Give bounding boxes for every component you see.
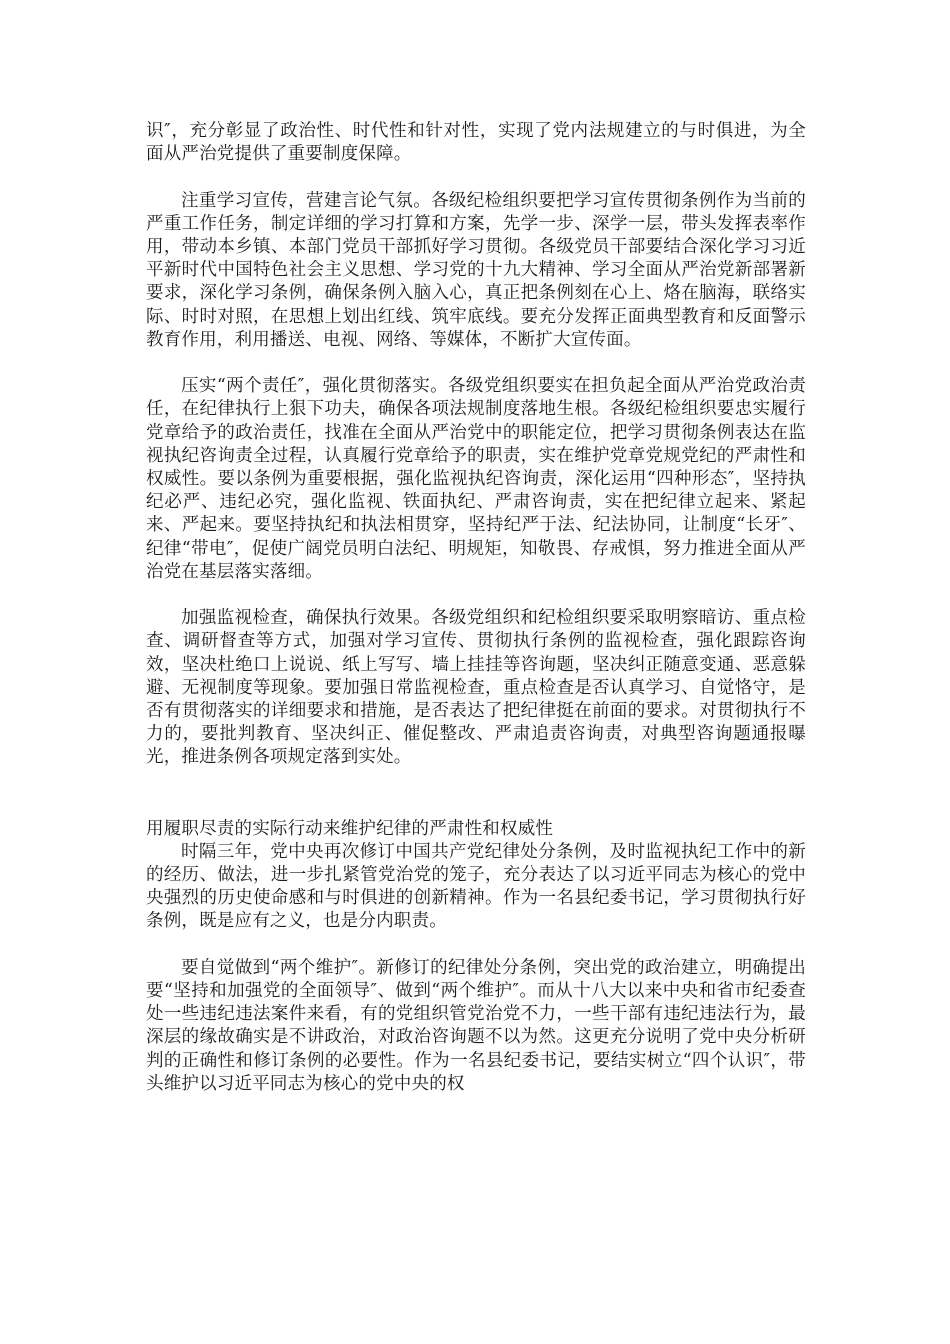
paragraph-two-responsibilities: 压实“两个责任″，强化贯彻落实。各级党组织要实在担负起全面从严治党政治责任，在纪律执行上狠下功夫，确保各项法规制度落地生根。各级纪检组织要忠实履行党章给予的政治责任，找准在全面从严治党中的职能定位，把学习贯彻条例表达在监视执纪咨询责全过程，认真履行党章给予的职责，实在维护党章党规党纪的严肃性和权威性。要以条例为重要根据，强化监视执纪咨询责，深化运用“四种形态″，坚持执纪必严、违纪必究，强化监视、铁面执纪、严肃咨询责，实在把纪律立起来、紧起来、严起来。要坚持执纪和执法相贯穿，坚持纪严于法、纪法协同，让制度“长牙″、纪律“带电″，促使广阔党员明白法纪、明规矩，知敬畏、存戒惧，努力推进全面从严治党在基层落实落细。	[146, 376, 806, 582]
document-body	[146, 120, 806, 1096]
paragraph-two-safeguards: 要自觉做到“两个维护″。新修订的纪律处分条例，突出党的政治建立，明确提出要“坚持和加强党的全面领导″、做到“两个维护″。而从十八大以来中央和省市纪委查处一些违纪违法案件来看，有的党组织管党治党不力，一些干部有违纪违法行为，最深层的缘故确实是不讲政治，对政治咨询题不以为然。这更充分说明了党中央分析研判的正确性和修订条例的必要性。作为一名县纪委书记，要结实树立“四个认识″，带头维护以习近平同志为核心的党中央的权	[146, 957, 806, 1094]
paragraph-gap	[146, 584, 806, 607]
paragraph-supervision: 加强监视检查，确保执行效果。各级党组织和纪检组织要采取明察暗访、重点检查、调研督查等方式，加强对学习宣传、贯彻执行条例的监视检查，强化跟踪咨询效，坚决杜绝口上说说、纸上写写、墙上挂挂等咨询题，坚决纠正随意变通、恶意躲避、无视制度等现象。要加强日常监视检查，重点检查是否认真学习、自觉恪守，是否有贯彻落实的详细要求和措施，是否表达了把纪律挺在前面的要求。对贯彻执行不力的，要批判教育、坚决纠正、催促整改、严肃追责咨询责，对典型咨询题通报曝光，推进条例各项规定落到实处。	[146, 608, 806, 768]
paragraph-intro: 时隔三年，党中央再次修订中国共产党纪律处分条例，及时监视执纪工作中的新的经历、做法，进一步扎紧管党治党的笼子，充分表达了以习近平同志为核心的党中央强烈的历史使命感和与时俱进的创新精神。作为一名县纪委书记，学习贯彻执行好条例，既是应有之义，也是分内职责。	[146, 841, 806, 932]
paragraph-continued: 识″，充分彰显了政治性、时代性和针对性，实现了党内法规建立的与时俱进，为全面从严治党提供了重要制度保障。	[146, 121, 806, 165]
paragraph-gap	[146, 934, 806, 957]
section-heading: 用履职尽责的实际行动来维护纪律的严肃性和权威性	[146, 818, 554, 839]
paragraph-gap	[146, 352, 806, 375]
paragraph-study-publicity: 注重学习宣传，营建言论气氛。各级纪检组织要把学习宣传贯彻条例作为当前的严重工作任务，制定详细的学习打算和方案，先学一步、深学一层，带头发挥表率作用，带动本乡镇、本部门党员干部抓好学习贯彻。各级党员干部要结合深化学习习近平新时代中国特色社会主义思想、学习党的十九大精神、学习全面从严治党新部署新要求，深化学习条例，确保条例入脑入心，真正把条例刻在心上、烙在脑海，联络实际、时时对照，在思想上划出红线、筑牢底线。要充分发挥正面典型教育和反面警示教育作用，利用播送、电视、网络、等媒体，不断扩大宣传面。	[146, 190, 806, 350]
paragraph-gap	[146, 166, 806, 189]
section-gap	[146, 770, 806, 818]
